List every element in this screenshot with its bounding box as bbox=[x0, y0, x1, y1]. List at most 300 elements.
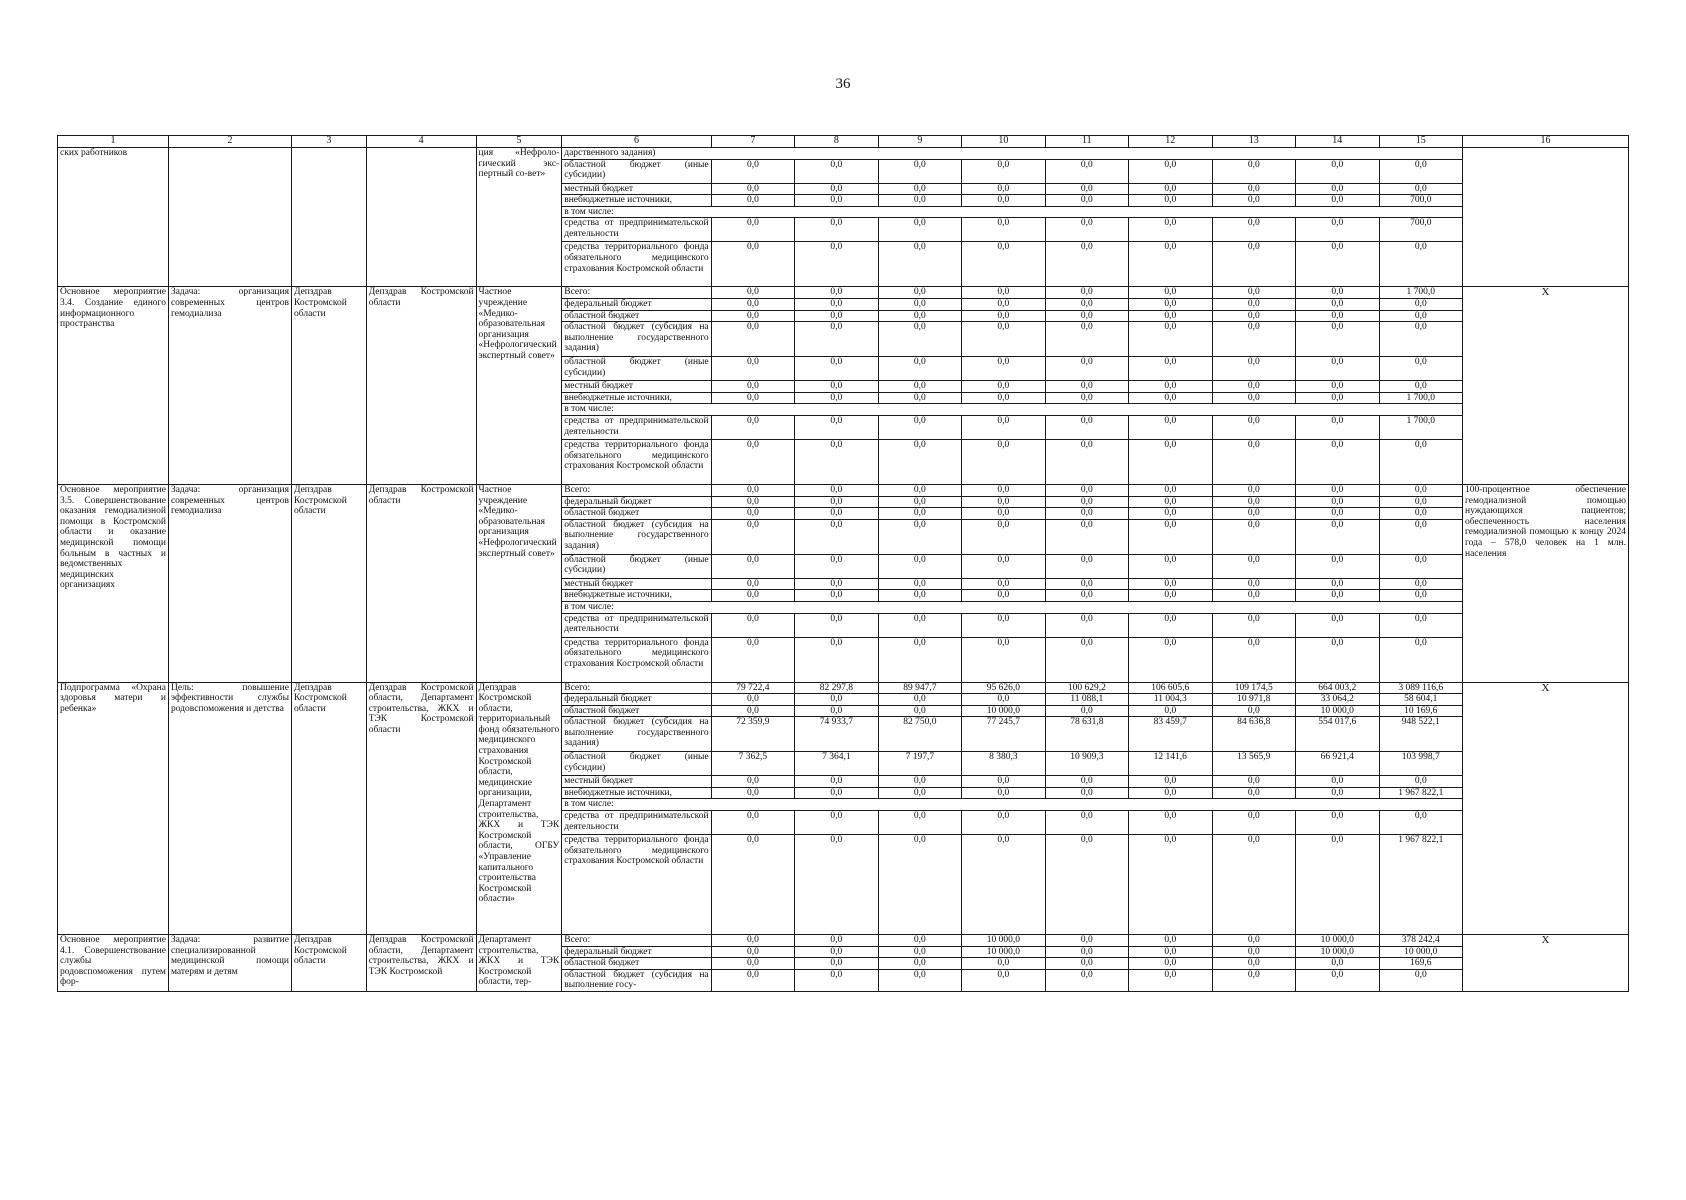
amount-cell: 0,0 bbox=[1045, 195, 1128, 207]
amount-cell: 0,0 bbox=[1296, 958, 1379, 970]
amount-cell: 82 297,8 bbox=[795, 682, 878, 694]
block-c5-cell: Частное учреждение «Медико-образовательная организация «Нефрологический экспертный совет» bbox=[476, 484, 562, 682]
amount-cell: 0,0 bbox=[711, 298, 794, 310]
amount-cell: 0,0 bbox=[878, 287, 961, 299]
amount-cell: 0,0 bbox=[1212, 183, 1295, 195]
amount-cell: 0,0 bbox=[795, 508, 878, 520]
amount-cell: 0,0 bbox=[795, 835, 878, 935]
amount-cell: 58 604,1 bbox=[1379, 694, 1462, 706]
amount-cell: 0,0 bbox=[711, 484, 794, 496]
amount-cell: 0,0 bbox=[795, 159, 878, 183]
amount-cell: 0,0 bbox=[1296, 484, 1379, 496]
block-c4-cell: Депздрав Костромской области bbox=[366, 484, 476, 682]
amount-cell: 0,0 bbox=[1212, 787, 1295, 799]
amount-cell: 0,0 bbox=[1212, 508, 1295, 520]
block-c4-cell: Депздрав Костромской области, Департамент строительства, ЖКХ и ТЭК Костромской области bbox=[366, 682, 476, 935]
block-c2-cell: Задача: организация современных центров гемодиализа bbox=[168, 287, 291, 485]
amount-cell: 0,0 bbox=[795, 787, 878, 799]
amount-cell: 0,0 bbox=[711, 705, 794, 717]
amount-cell: 66 921,4 bbox=[1296, 752, 1379, 776]
amount-cell: 0,0 bbox=[1212, 287, 1295, 299]
amount-cell: 7 197,7 bbox=[878, 752, 961, 776]
amount-cell: 0,0 bbox=[795, 439, 878, 484]
amount-cell: 0,0 bbox=[962, 637, 1045, 682]
amount-cell: 0,0 bbox=[1129, 969, 1212, 991]
amount-cell: 0,0 bbox=[795, 694, 878, 706]
amount-cell: 0,0 bbox=[1296, 496, 1379, 508]
amount-cell: 0,0 bbox=[1129, 195, 1212, 207]
amount-cell: 0,0 bbox=[1379, 776, 1462, 788]
amount-cell: 0,0 bbox=[1045, 218, 1128, 242]
amount-cell: 84 636,8 bbox=[1212, 717, 1295, 752]
amount-cell: 0,0 bbox=[1129, 835, 1212, 935]
amount-cell: 0,0 bbox=[795, 578, 878, 590]
amount-cell: 0,0 bbox=[711, 554, 794, 578]
column-number-7: 7 bbox=[711, 136, 794, 148]
amount-cell: 0,0 bbox=[1129, 554, 1212, 578]
amount-cell: 0,0 bbox=[878, 613, 961, 637]
amount-cell: 0,0 bbox=[1045, 415, 1128, 439]
amount-cell: 0,0 bbox=[1212, 958, 1295, 970]
amount-cell: 0,0 bbox=[1212, 218, 1295, 242]
column-numbers-row bbox=[58, 136, 1629, 148]
block-c2-cell: Цель: повышение эффективности службы родовспоможения и детства bbox=[168, 682, 291, 935]
funding-source-label: областной бюджет (иные субсидии) bbox=[562, 554, 711, 578]
amount-cell: 0,0 bbox=[1045, 519, 1128, 554]
amount-cell: 0,0 bbox=[962, 496, 1045, 508]
amount-cell: 0,0 bbox=[1379, 159, 1462, 183]
amount-cell: 0,0 bbox=[711, 357, 794, 381]
amount-cell: 664 003,2 bbox=[1296, 682, 1379, 694]
amount-cell: 33 064,2 bbox=[1296, 694, 1379, 706]
amount-cell: 0,0 bbox=[795, 195, 878, 207]
column-number-15: 15 bbox=[1379, 136, 1462, 148]
block-c3-cell bbox=[291, 148, 366, 287]
amount-cell: 0,0 bbox=[1129, 811, 1212, 835]
amount-cell: 0,0 bbox=[1212, 935, 1295, 947]
funding-source-label: областной бюджет (иные субсидии) bbox=[562, 159, 711, 183]
funding-source-label: областной бюджет bbox=[562, 310, 711, 322]
amount-cell: 0,0 bbox=[962, 195, 1045, 207]
funding-source-label: областной бюджет (субсидия на выполнение государственного задания) bbox=[562, 322, 711, 357]
block-c2-cell: Задача: организация современных центров гемодиализа bbox=[168, 484, 291, 682]
amount-cell: 0,0 bbox=[878, 392, 961, 404]
amount-cell: 0,0 bbox=[711, 392, 794, 404]
amount-cell: 0,0 bbox=[1212, 310, 1295, 322]
amount-cell: 0,0 bbox=[1212, 298, 1295, 310]
amount-cell: 0,0 bbox=[1296, 776, 1379, 788]
amount-cell: 0,0 bbox=[1045, 776, 1128, 788]
amount-cell: 109 174,5 bbox=[1212, 682, 1295, 694]
block-c1-cell: Основное мероприятие 3.4. Создание единого информационного пространства bbox=[58, 287, 169, 485]
amount-cell: 0,0 bbox=[962, 590, 1045, 602]
amount-cell: 0,0 bbox=[878, 787, 961, 799]
amount-cell: 0,0 bbox=[711, 439, 794, 484]
amount-cell: 0,0 bbox=[962, 287, 1045, 299]
amount-cell: 0,0 bbox=[1212, 381, 1295, 393]
amount-cell: 0,0 bbox=[1212, 835, 1295, 935]
block-c4-cell: Депздрав Костромской области bbox=[366, 287, 476, 485]
page-number: 36 bbox=[835, 76, 851, 92]
amount-cell: 72 359,9 bbox=[711, 717, 794, 752]
amount-cell: 0,0 bbox=[1212, 613, 1295, 637]
amount-cell: 0,0 bbox=[878, 195, 961, 207]
amount-cell: 0,0 bbox=[1045, 969, 1128, 991]
amount-cell: 0,0 bbox=[711, 218, 794, 242]
amount-cell: 0,0 bbox=[1212, 705, 1295, 717]
amount-cell: 78 631,8 bbox=[1045, 717, 1128, 752]
amount-cell: 0,0 bbox=[1379, 381, 1462, 393]
amount-cell: 0,0 bbox=[1296, 392, 1379, 404]
amount-cell: 0,0 bbox=[878, 242, 961, 287]
amount-cell: 0,0 bbox=[795, 392, 878, 404]
amount-cell: 12 141,6 bbox=[1129, 752, 1212, 776]
amount-cell: 0,0 bbox=[1379, 578, 1462, 590]
amount-cell: 74 933,7 bbox=[795, 717, 878, 752]
amount-cell: 0,0 bbox=[1129, 287, 1212, 299]
amount-cell: 0,0 bbox=[878, 958, 961, 970]
amount-cell: 0,0 bbox=[962, 776, 1045, 788]
amount-cell: 169,6 bbox=[1379, 958, 1462, 970]
funding-source-label: федеральный бюджет bbox=[562, 298, 711, 310]
amount-cell: 0,0 bbox=[878, 705, 961, 717]
block-c5-cell: Депздрав Костромской области, территориальный фонд обязательного медицинского страхования Костромской области, медицинские организации, Департамент строительства, ЖКХ и ТЭК Костромской области, ОГБУ «Управление капитального строительства Костромской области» bbox=[476, 682, 562, 935]
amount-cell: 0,0 bbox=[1212, 439, 1295, 484]
amount-cell: 0,0 bbox=[1129, 298, 1212, 310]
amount-cell: 0,0 bbox=[711, 310, 794, 322]
amount-cell: 0,0 bbox=[711, 694, 794, 706]
amount-cell: 0,0 bbox=[1045, 322, 1128, 357]
amount-cell: 0,0 bbox=[1045, 637, 1128, 682]
amount-cell: 0,0 bbox=[1129, 218, 1212, 242]
funding-source-label: областной бюджет (иные субсидии) bbox=[562, 357, 711, 381]
amount-cell: 700,0 bbox=[1379, 195, 1462, 207]
funding-source-label: федеральный бюджет bbox=[562, 694, 711, 706]
funding-source-label: федеральный бюджет bbox=[562, 946, 711, 958]
amount-cell: 0,0 bbox=[1045, 958, 1128, 970]
block-c3-cell: Депздрав Костромской области bbox=[291, 287, 366, 485]
amount-cell: 0,0 bbox=[1296, 613, 1379, 637]
amount-cell: 0,0 bbox=[711, 613, 794, 637]
funding-source-label: в том числе: bbox=[562, 404, 1463, 416]
block-c1-cell: Основное мероприятие 3.5. Совершенствование оказания гемодиализной помощи в Костромской области и оказание медицинской помощи больным в частных и ведомственных медицинских организациях bbox=[58, 484, 169, 682]
amount-cell: 0,0 bbox=[1379, 554, 1462, 578]
amount-cell: 0,0 bbox=[962, 439, 1045, 484]
amount-cell: 0,0 bbox=[1129, 310, 1212, 322]
amount-cell: 0,0 bbox=[795, 590, 878, 602]
amount-cell: 700,0 bbox=[1379, 218, 1462, 242]
amount-cell: 0,0 bbox=[1296, 287, 1379, 299]
amount-cell: 0,0 bbox=[1296, 578, 1379, 590]
amount-cell: 0,0 bbox=[711, 322, 794, 357]
amount-cell: 0,0 bbox=[1212, 637, 1295, 682]
amount-cell: 0,0 bbox=[1296, 439, 1379, 484]
amount-cell: 0,0 bbox=[878, 935, 961, 947]
amount-cell: 0,0 bbox=[1045, 242, 1128, 287]
amount-cell: 0,0 bbox=[878, 969, 961, 991]
amount-cell: 0,0 bbox=[711, 935, 794, 947]
column-number-13: 13 bbox=[1212, 136, 1295, 148]
amount-cell: 0,0 bbox=[1212, 242, 1295, 287]
funding-source-label: дарственного задания) bbox=[562, 148, 1463, 160]
amount-cell: 0,0 bbox=[1129, 392, 1212, 404]
amount-cell: 0,0 bbox=[795, 415, 878, 439]
amount-cell: 0,0 bbox=[962, 242, 1045, 287]
amount-cell: 83 459,7 bbox=[1129, 717, 1212, 752]
column-number-16: 16 bbox=[1463, 136, 1629, 148]
amount-cell: 0,0 bbox=[878, 637, 961, 682]
amount-cell: 0,0 bbox=[1296, 554, 1379, 578]
amount-cell: 0,0 bbox=[962, 958, 1045, 970]
column-number-4: 4 bbox=[366, 136, 476, 148]
amount-cell: 0,0 bbox=[1296, 218, 1379, 242]
amount-cell: 1 700,0 bbox=[1379, 415, 1462, 439]
amount-cell: 0,0 bbox=[962, 298, 1045, 310]
funding-source-label: местный бюджет bbox=[562, 381, 711, 393]
amount-cell: 0,0 bbox=[962, 159, 1045, 183]
budget-table bbox=[57, 135, 1629, 992]
amount-cell: 0,0 bbox=[962, 183, 1045, 195]
amount-cell: 0,0 bbox=[1296, 298, 1379, 310]
amount-cell: 95 626,0 bbox=[962, 682, 1045, 694]
amount-cell: 0,0 bbox=[795, 958, 878, 970]
funding-source-label: Всего: bbox=[562, 682, 711, 694]
block-c4-cell bbox=[366, 148, 476, 287]
amount-cell: 0,0 bbox=[795, 554, 878, 578]
amount-cell: 0,0 bbox=[878, 578, 961, 590]
amount-cell: 0,0 bbox=[962, 322, 1045, 357]
column-number-6: 6 bbox=[562, 136, 711, 148]
amount-cell: 13 565,9 bbox=[1212, 752, 1295, 776]
amount-cell: 79 722,4 bbox=[711, 682, 794, 694]
amount-cell: 0,0 bbox=[878, 439, 961, 484]
amount-cell: 0,0 bbox=[711, 578, 794, 590]
amount-cell: 0,0 bbox=[1296, 183, 1379, 195]
amount-cell: 0,0 bbox=[1296, 508, 1379, 520]
amount-cell: 0,0 bbox=[1129, 357, 1212, 381]
amount-cell: 0,0 bbox=[878, 218, 961, 242]
amount-cell: 0,0 bbox=[711, 183, 794, 195]
amount-cell: 0,0 bbox=[711, 519, 794, 554]
amount-cell: 0,0 bbox=[1129, 613, 1212, 637]
amount-cell: 0,0 bbox=[962, 357, 1045, 381]
funding-source-label: внебюджетные источники, bbox=[562, 392, 711, 404]
amount-cell: 0,0 bbox=[878, 694, 961, 706]
amount-cell: 0,0 bbox=[1212, 392, 1295, 404]
amount-cell: 0,0 bbox=[1296, 381, 1379, 393]
amount-cell: 378 242,4 bbox=[1379, 935, 1462, 947]
funding-source-label: средства от предпринимательской деятельности bbox=[562, 811, 711, 835]
table-row bbox=[58, 935, 1629, 947]
amount-cell: 0,0 bbox=[1045, 484, 1128, 496]
amount-cell: 0,0 bbox=[795, 969, 878, 991]
amount-cell: 0,0 bbox=[1296, 811, 1379, 835]
amount-cell: 0,0 bbox=[795, 484, 878, 496]
amount-cell: 0,0 bbox=[1212, 811, 1295, 835]
funding-source-label: средства территориального фонда обязательного медицинского страхования Костромской области bbox=[562, 439, 711, 484]
block-c1-cell: Основное мероприятие 4.1. Совершенствование службы родовспоможения путем фор- bbox=[58, 935, 169, 992]
amount-cell: 0,0 bbox=[1296, 835, 1379, 935]
amount-cell: 0,0 bbox=[711, 381, 794, 393]
amount-cell: 0,0 bbox=[795, 935, 878, 947]
amount-cell: 0,0 bbox=[711, 159, 794, 183]
expected-result-cell: 100-процентное обеспечение гемодиализной помощью нуждающихся пациентов; обеспеченность населения гемодиализной помощью к концу 2024 года – 578,0 человек на 1 млн. населения bbox=[1463, 484, 1629, 682]
amount-cell: 0,0 bbox=[962, 554, 1045, 578]
amount-cell: 0,0 bbox=[962, 519, 1045, 554]
column-number-5: 5 bbox=[476, 136, 562, 148]
amount-cell: 0,0 bbox=[1379, 439, 1462, 484]
amount-cell: 0,0 bbox=[878, 835, 961, 935]
amount-cell: 0,0 bbox=[878, 946, 961, 958]
block-c1-cell: ских работников bbox=[58, 148, 169, 287]
amount-cell: 0,0 bbox=[1129, 705, 1212, 717]
amount-cell: 0,0 bbox=[1129, 415, 1212, 439]
amount-cell: 0,0 bbox=[1296, 969, 1379, 991]
amount-cell: 0,0 bbox=[1212, 322, 1295, 357]
amount-cell: 0,0 bbox=[1296, 195, 1379, 207]
amount-cell: 0,0 bbox=[878, 776, 961, 788]
amount-cell: 0,0 bbox=[1045, 787, 1128, 799]
amount-cell: 0,0 bbox=[711, 946, 794, 958]
amount-cell: 0,0 bbox=[878, 590, 961, 602]
amount-cell: 8 380,3 bbox=[962, 752, 1045, 776]
amount-cell: 0,0 bbox=[795, 776, 878, 788]
amount-cell: 10 000,0 bbox=[1296, 935, 1379, 947]
amount-cell: 0,0 bbox=[962, 787, 1045, 799]
amount-cell: 0,0 bbox=[711, 835, 794, 935]
amount-cell: 0,0 bbox=[1129, 183, 1212, 195]
amount-cell: 0,0 bbox=[711, 496, 794, 508]
funding-source-label: федеральный бюджет bbox=[562, 496, 711, 508]
funding-source-label: Всего: bbox=[562, 484, 711, 496]
expected-result-cell: X bbox=[1463, 287, 1629, 485]
block-c4-cell: Депздрав Костромской области, Департамент строительства, ЖКХ и ТЭК Костромской bbox=[366, 935, 476, 992]
amount-cell: 0,0 bbox=[1379, 637, 1462, 682]
amount-cell: 0,0 bbox=[962, 578, 1045, 590]
amount-cell: 0,0 bbox=[1045, 508, 1128, 520]
block-c5-cell: Департамент строительства, ЖКХ и ТЭК Костромской области, тер- bbox=[476, 935, 562, 992]
amount-cell: 0,0 bbox=[1045, 946, 1128, 958]
amount-cell: 0,0 bbox=[1296, 310, 1379, 322]
amount-cell: 0,0 bbox=[711, 590, 794, 602]
amount-cell: 0,0 bbox=[878, 496, 961, 508]
amount-cell: 0,0 bbox=[962, 415, 1045, 439]
funding-source-label: областной бюджет (иные субсидии) bbox=[562, 752, 711, 776]
amount-cell: 3 089 116,6 bbox=[1379, 682, 1462, 694]
amount-cell: 0,0 bbox=[878, 484, 961, 496]
amount-cell: 0,0 bbox=[711, 415, 794, 439]
amount-cell: 0,0 bbox=[878, 183, 961, 195]
amount-cell: 10 169,6 bbox=[1379, 705, 1462, 717]
amount-cell: 0,0 bbox=[878, 159, 961, 183]
amount-cell: 0,0 bbox=[1045, 613, 1128, 637]
amount-cell: 0,0 bbox=[962, 392, 1045, 404]
amount-cell: 0,0 bbox=[962, 835, 1045, 935]
funding-source-label: в том числе: bbox=[562, 601, 1463, 613]
amount-cell: 0,0 bbox=[711, 958, 794, 970]
funding-source-label: Всего: bbox=[562, 935, 711, 947]
amount-cell: 0,0 bbox=[795, 705, 878, 717]
amount-cell: 0,0 bbox=[795, 811, 878, 835]
amount-cell: 0,0 bbox=[1212, 590, 1295, 602]
funding-source-label: областной бюджет bbox=[562, 958, 711, 970]
amount-cell: 1 967 822,1 bbox=[1379, 835, 1462, 935]
amount-cell: 0,0 bbox=[1129, 484, 1212, 496]
funding-source-label: средства территориального фонда обязательного медицинского страхования Костромской области bbox=[562, 637, 711, 682]
amount-cell: 0,0 bbox=[1129, 946, 1212, 958]
amount-cell: 0,0 bbox=[1212, 357, 1295, 381]
amount-cell: 0,0 bbox=[1296, 519, 1379, 554]
funding-source-label: средства территориального фонда обязательного медицинского страхования Костромской области bbox=[562, 835, 711, 935]
amount-cell: 0,0 bbox=[878, 310, 961, 322]
amount-cell: 0,0 bbox=[795, 613, 878, 637]
amount-cell: 0,0 bbox=[1296, 242, 1379, 287]
amount-cell: 0,0 bbox=[1045, 935, 1128, 947]
amount-cell: 0,0 bbox=[1045, 705, 1128, 717]
amount-cell: 0,0 bbox=[1045, 578, 1128, 590]
amount-cell: 10 000,0 bbox=[962, 935, 1045, 947]
funding-source-label: областной бюджет (субсидия на выполнение госу- bbox=[562, 969, 711, 991]
amount-cell: 0,0 bbox=[1296, 159, 1379, 183]
amount-cell: 0,0 bbox=[878, 811, 961, 835]
amount-cell: 0,0 bbox=[1296, 357, 1379, 381]
amount-cell: 0,0 bbox=[878, 415, 961, 439]
amount-cell: 0,0 bbox=[1379, 322, 1462, 357]
amount-cell: 0,0 bbox=[1379, 242, 1462, 287]
expected-result-cell: X bbox=[1463, 935, 1629, 992]
amount-cell: 106 605,6 bbox=[1129, 682, 1212, 694]
funding-source-label: Всего: bbox=[562, 287, 711, 299]
amount-cell: 0,0 bbox=[1045, 392, 1128, 404]
amount-cell: 1 700,0 bbox=[1379, 287, 1462, 299]
amount-cell: 0,0 bbox=[878, 554, 961, 578]
amount-cell: 0,0 bbox=[1212, 484, 1295, 496]
amount-cell: 0,0 bbox=[1212, 415, 1295, 439]
amount-cell: 0,0 bbox=[1212, 496, 1295, 508]
amount-cell: 100 629,2 bbox=[1045, 682, 1128, 694]
amount-cell: 0,0 bbox=[1212, 195, 1295, 207]
amount-cell: 11 004,3 bbox=[1129, 694, 1212, 706]
funding-source-label: местный бюджет bbox=[562, 183, 711, 195]
funding-source-label: средства территориального фонда обязательного медицинского страхования Костромской области bbox=[562, 242, 711, 287]
amount-cell: 0,0 bbox=[1045, 159, 1128, 183]
amount-cell: 0,0 bbox=[711, 242, 794, 287]
amount-cell: 0,0 bbox=[1045, 835, 1128, 935]
amount-cell: 0,0 bbox=[1129, 935, 1212, 947]
amount-cell: 0,0 bbox=[795, 322, 878, 357]
table-row bbox=[58, 287, 1629, 299]
amount-cell: 0,0 bbox=[795, 946, 878, 958]
funding-source-label: областной бюджет (субсидия на выполнение государственного задания) bbox=[562, 717, 711, 752]
amount-cell: 0,0 bbox=[878, 508, 961, 520]
amount-cell: 0,0 bbox=[878, 322, 961, 357]
amount-cell: 948 522,1 bbox=[1379, 717, 1462, 752]
amount-cell: 0,0 bbox=[1129, 496, 1212, 508]
block-c1-cell: Подпрограмма «Охрана здоровья матери и ребенка» bbox=[58, 682, 169, 935]
block-c5-cell: ция «Нефроло-гический экс-пертный со-вет» bbox=[476, 148, 562, 287]
amount-cell: 0,0 bbox=[962, 969, 1045, 991]
amount-cell: 0,0 bbox=[711, 811, 794, 835]
amount-cell: 0,0 bbox=[1045, 554, 1128, 578]
amount-cell: 0,0 bbox=[1045, 287, 1128, 299]
amount-cell: 0,0 bbox=[711, 787, 794, 799]
amount-cell: 0,0 bbox=[1045, 439, 1128, 484]
amount-cell: 0,0 bbox=[1045, 357, 1128, 381]
amount-cell: 0,0 bbox=[1379, 519, 1462, 554]
column-number-11: 11 bbox=[1045, 136, 1128, 148]
amount-cell: 0,0 bbox=[1129, 590, 1212, 602]
amount-cell: 82 750,0 bbox=[878, 717, 961, 752]
